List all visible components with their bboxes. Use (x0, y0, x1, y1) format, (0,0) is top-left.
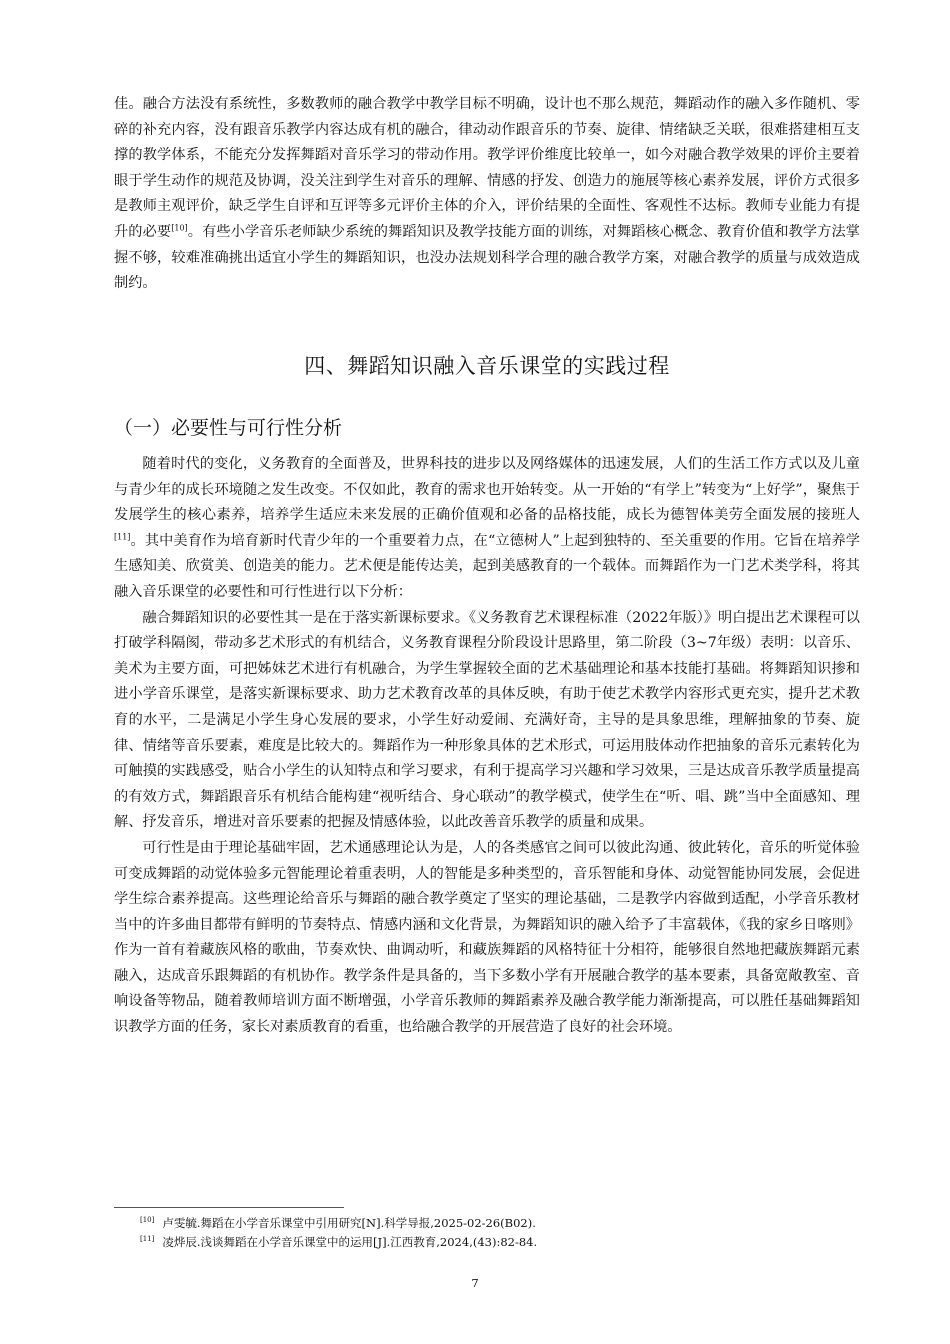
paragraph-2: 融合舞蹈知识的必要性其一是在于落实新课标要求。《义务教育艺术课程标准（2022年版）》明白提出艺术课程可以打破学科隔阂，带动多艺术形式的有机结合，义务教育课程分阶段设计思路里，第二阶段（3~7年级）表明：以音乐、美术为主要方面，可把姊妹艺术进行有机融合，为学生掌握较全面的艺术基础理论和基本技能打基础。将舞蹈知识掺和进小学音乐课堂，是落实新课标要求、助力艺术教育改革的具体反映，有助于使艺术教学内容形式更充实，提升艺术教育的水平，二是满足小学生身心发展的要求，小学生好动爱闹、充满好奇，主导的是具象思维，理解抽象的节奏、旋律、情绪等音乐要素，难度是比较大的。舞蹈作为一种形象具体的艺术形式，可运用肢体动作把抽象的音乐元素转化为可触摸的实践感受，贴合小学生的认知特点和学习要求，有利于提高学习兴趣和学习效果，三是达成音乐教学质量提高的有效方式，舞蹈跟音乐有机结合能构建“视听结合、身心联动”的教学模式，使学生在“听、唱、跳”当中全面感知、理解、抒发音乐，增进对音乐要素的把握及情感体验，以此改善音乐教学的质量和成果。 (114, 609, 860, 831)
paragraph-1-text-a: 随着时代的变化，义务教育的全面普及，世界科技的进步以及网络媒体的迅速发展，人们的生活工作方式以及儿童与青少年的成长环境随之发生改变。不仅如此，教育的需求也开始转变。从一开始的“有学上”转变为“上好学”，聚焦于发展学生的核心素养，培养学生适应未来发展的正确价值观和必备的品格技能，成长为德智体美劳全面发展的接班人 (114, 456, 860, 524)
footnotes (140, 1214, 860, 1252)
subsection-heading: （一）必要性与可行性分析 (114, 417, 343, 439)
page-number: 7 (471, 1276, 479, 1290)
footnote-mark: [10] (140, 1216, 155, 1225)
intro-text-b: 。有些小学音乐老师缺少系统的舞蹈知识及教学技能方面的训练，对舞蹈核心概念、教育价值和教学方法掌握不够，较难准确挑出适宜小学生的舞蹈知识，也没办法规划科学合理的融合教学方案，对融合教学的质量与成效造成制约。 (114, 223, 860, 292)
paragraph-1 (114, 452, 860, 606)
footnote-ref-11[interactable]: [11] (114, 532, 131, 542)
section-heading: 四、舞蹈知识融入音乐课堂的实践过程 (304, 354, 670, 378)
footnote-10 (140, 1214, 860, 1233)
page-body (114, 92, 860, 1036)
intro-text-a: 佳。融合方法没有系统性，多数教师的融合教学中教学目标不明确，设计也不那么规范，舞蹈动作的融入多作随机、零碎的补充内容，没有跟音乐教学内容达成有机的融合，律动动作跟音乐的节奏、旋律、情绪缺乏关联，很难搭建相互支撑的教学体系，不能充分发挥舞蹈对音乐学习的带动作用。教学评价维度比较单一，如今对融合教学效果的评价主要着眼于学生动作的规范及协调，没关注到学生对音乐的理解、情感的抒发、创造力的施展等核心素养发展，评价方式很多是教师主观评价，缺乏学生自评和互评等多元评价主体的介入，评价结果的全面性、客观性不达标。教师专业能力有提升的必要 (114, 96, 860, 240)
footnote-divider (114, 1207, 344, 1208)
paragraph-1-text-b: 。其中美育作为培育新时代青少年的一个重要着力点，在“立德树人”上起到独特的、至关重要的作用。它旨在培养学生感知美、欣赏美、创造美的能力。艺术便是能传达美，起到美感教育的一个载体。而舞蹈作为一门艺术类学科，将其融入音乐课堂的必要性和可行性进行以下分析： (114, 532, 860, 600)
paragraph-3: 可行性是由于理论基础牢固，艺术通感理论认为是，人的各类感官之间可以彼此沟通、彼此转化，音乐的听觉体验可变成舞蹈的动觉体验多元智能理论着重表明，人的智能是多种类型的，音乐智能和身体、动觉智能协同发展，会促进学生综合素养提高。这些理论给音乐与舞蹈的融合教学奠定了坚实的理论基础，二是教学内容做到适配，小学音乐教材当中的许多曲目都带有鲜明的节奏特点、情感内涵和文化背景，为舞蹈知识的融入给予了丰富载体，《我的家乡日喀则》作为一首有着藏族风格的歌曲，节奏欢快、曲调动听，和藏族舞蹈的风格特征十分相符，能够很自然地把藏族舞蹈元素融入，达成音乐跟舞蹈的有机协作。教学条件是具备的，当下多数小学有开展融合教学的基本要素，具备宽敞教室、音响设备等物品，随着教师培训方面不断增强，小学音乐教师的舞蹈素养及融合教学能力渐渐提高，可以胜任基础舞蹈知识教学方面的任务，家长对素质教育的看重，也给融合教学的开展营造了良好的社会环境。 (114, 839, 860, 1036)
footnote-ref-10[interactable]: [10] (171, 223, 188, 233)
intro-paragraph (114, 92, 860, 297)
section-body (114, 452, 860, 1041)
footnote-text: 卢雯毓.舞蹈在小学音乐课堂中引用研究[N].科学导报,2025-02-26(B02). (162, 1216, 536, 1230)
footnote-11 (140, 1233, 860, 1252)
footnote-mark: [11] (140, 1235, 155, 1244)
footnote-text: 凌烨辰.浅谈舞蹈在小学音乐课堂中的运用[J].江西教育,2024,(43):82-84. (162, 1235, 538, 1249)
